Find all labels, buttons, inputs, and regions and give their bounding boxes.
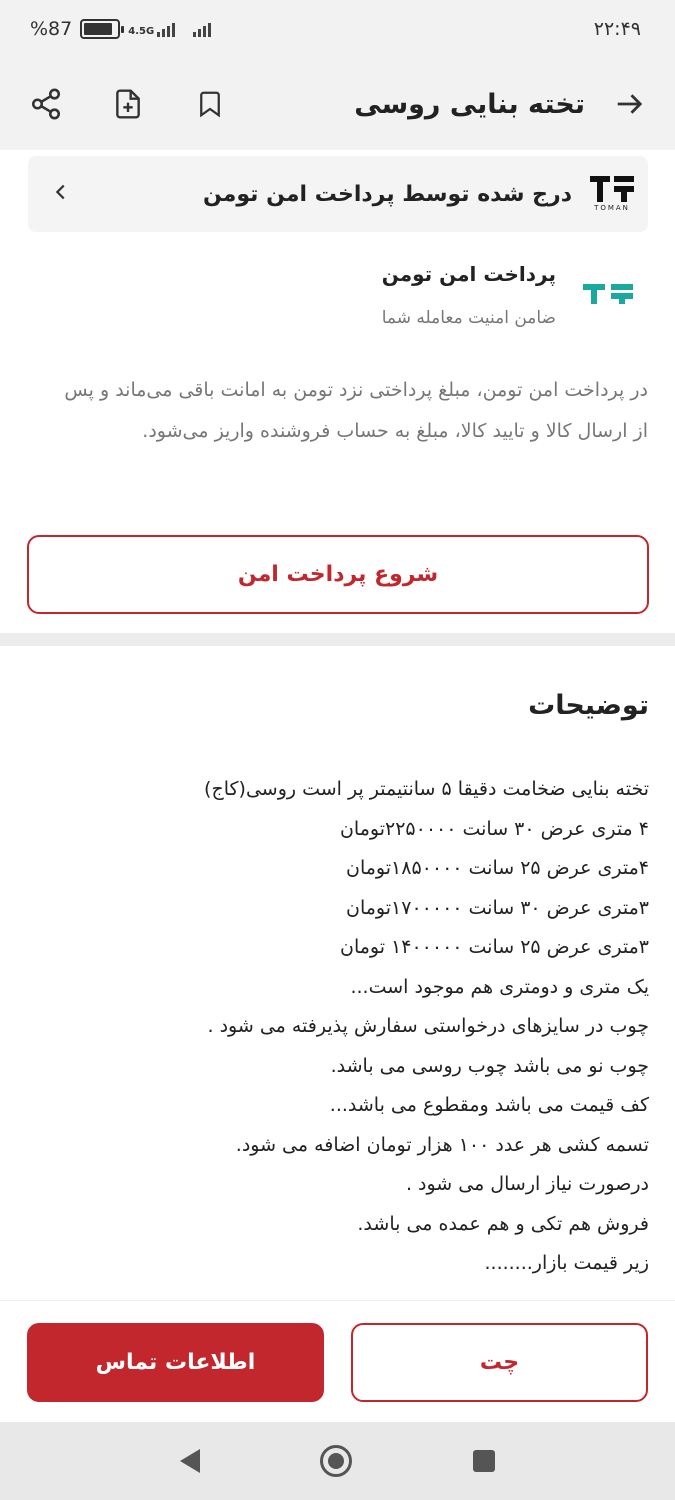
network-label: 4.5G <box>128 26 155 37</box>
chevron-left-icon <box>50 181 72 207</box>
app-bar <box>0 58 675 150</box>
description-line: تسمه کشی هر عدد ۱۰۰ هزار تومان اضافه می شود. <box>235 1133 649 1156</box>
provider-text <box>382 250 556 328</box>
toman-logo <box>588 170 636 218</box>
battery-level <box>84 23 112 35</box>
toman-logo-text: TOMAN <box>594 204 630 212</box>
description-line: ۳متری عرض ۳۰ سانت ۱۷۰۰۰۰۰تومان <box>346 896 649 919</box>
nav-recents-icon[interactable] <box>473 1450 495 1472</box>
back-arrow-icon[interactable] <box>611 86 647 122</box>
toman-logo-mark <box>590 176 634 202</box>
add-note-icon[interactable] <box>110 86 146 122</box>
secure-payment-card-title: درج شده توسط پرداخت امن تومن <box>202 181 572 207</box>
chat-button[interactable]: چت <box>351 1323 648 1402</box>
status-indicators <box>30 18 211 40</box>
signal-icon <box>157 21 175 37</box>
system-nav-bar <box>0 1422 675 1500</box>
start-secure-payment-button[interactable]: شروع پرداخت امن <box>27 535 649 614</box>
page-title: تخته بنایی روسی <box>354 88 585 120</box>
description-line: فروش هم تکی و هم عمده می باشد. <box>357 1212 649 1235</box>
description-line: درصورت نیاز ارسال می شود . <box>405 1173 649 1195</box>
provider-subtitle: ضامن امنیت معامله شما <box>381 308 556 328</box>
description-line: ۴متری عرض ۲۵ سانت ۱۸۵۰۰۰۰تومان <box>346 857 649 879</box>
secure-payment-card[interactable] <box>28 156 648 232</box>
description-title: توضیحات <box>528 690 649 721</box>
description-line: یک متری و دومتری هم موجود است... <box>350 975 649 998</box>
signal-icon-2 <box>193 21 211 37</box>
network-indicator <box>128 21 175 37</box>
description-body <box>19 770 649 1284</box>
nav-back-icon[interactable] <box>180 1449 200 1473</box>
description-line: کف قیمت می باشد ومقطوع می باشد... <box>329 1094 649 1116</box>
nav-home-icon[interactable] <box>320 1445 352 1477</box>
status-bar <box>0 0 675 58</box>
description-line: چوب نو می باشد چوب روسی می باشد. <box>330 1054 649 1077</box>
description-line: ۴ متری عرض ۳۰ سانت ۲۲۵۰۰۰۰تومان <box>339 817 649 840</box>
status-time: ۲۲:۴۹ <box>593 18 641 40</box>
description-line: تخته بنایی ضخامت دقیقا ۵ سانتیمتر پر است روسی(کاج) <box>204 778 649 800</box>
provider-name: پرداخت امن تومن <box>381 262 556 286</box>
description-line: ۳متری عرض ۲۵ سانت ۱۴۰۰۰۰۰ تومان <box>339 936 649 958</box>
description-line: زیر قیمت بازار........ <box>484 1252 649 1274</box>
battery-icon <box>80 19 120 39</box>
toman-teal-logo <box>583 280 633 306</box>
bottom-action-bar <box>0 1300 675 1422</box>
payment-provider <box>41 250 633 328</box>
description-line: چوب در سایزهای درخواستی سفارش پذیرفته می شود . <box>207 1015 649 1037</box>
section-divider <box>0 633 675 646</box>
battery-percent: %87 <box>30 18 73 40</box>
secure-payment-description: در پرداخت امن تومن، مبلغ پرداختی نزد تومن به امانت باقی می‌ماند و پس از ارسال کالا و تایید کالا، مبلغ به حساب فروشنده واریز می‌شود. <box>64 379 648 442</box>
app-bar-title-wrap <box>354 86 647 122</box>
share-icon[interactable] <box>28 86 64 122</box>
app-bar-actions <box>28 86 228 122</box>
bookmark-icon[interactable] <box>192 86 228 122</box>
contact-info-button[interactable]: اطلاعات تماس <box>27 1323 324 1402</box>
